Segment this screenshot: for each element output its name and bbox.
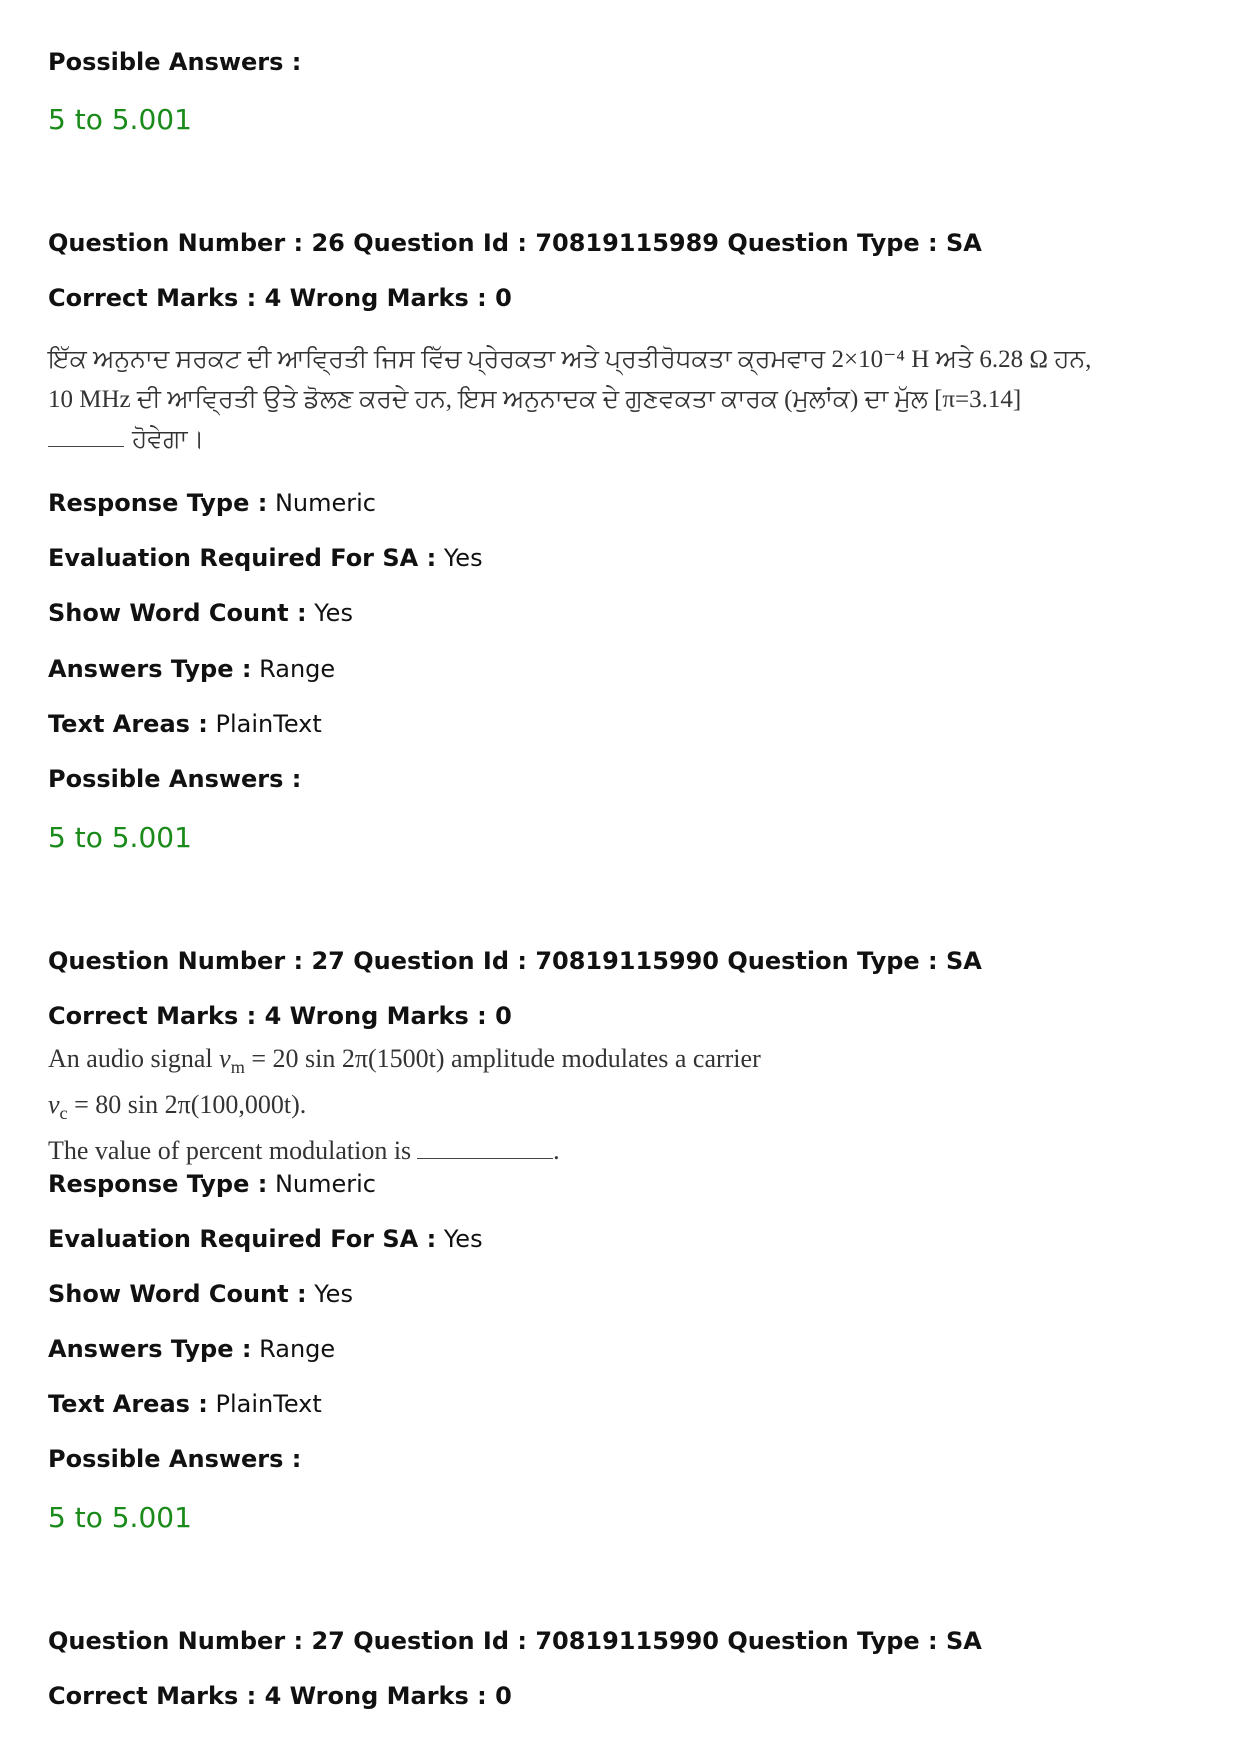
question-marks: Correct Marks : 4 Wrong Marks : 0 xyxy=(48,284,512,312)
question-header: Question Number : 27 Question Id : 70819115990 Question Type : SA xyxy=(48,947,982,975)
answer-blank xyxy=(417,1158,553,1159)
question-header: Question Number : 26 Question Id : 70819115989 Question Type : SA xyxy=(48,229,982,257)
answers-type: Answers Type : Range xyxy=(48,1335,336,1363)
answer-blank xyxy=(48,446,124,447)
possible-answers-value: 5 to 5.001 xyxy=(48,103,192,136)
possible-answers-label: Possible Answers : xyxy=(48,1445,302,1473)
response-type: Response Type : Numeric xyxy=(48,489,376,517)
question-text-line: An audio signal $v_m = 20$ sin 2π(1500t) amplitude modulates a carrier xyxy=(48,1044,761,1078)
question-text-image xyxy=(48,340,1091,460)
possible-answers-value: 5 to 5.001 xyxy=(48,1501,192,1534)
question-header: Question Number : 27 Question Id : 70819115990 Question Type : SA xyxy=(48,1627,982,1655)
answers-type: Answers Type : Range xyxy=(48,655,336,683)
text-areas: Text Areas : PlainText xyxy=(48,1390,322,1418)
possible-answers-label: Possible Answers : xyxy=(48,48,302,76)
show-word-count: Show Word Count : Yes xyxy=(48,1280,353,1308)
evaluation-required: Evaluation Required For SA : Yes xyxy=(48,544,483,572)
question-text-image xyxy=(48,1040,761,1170)
question-marks: Correct Marks : 4 Wrong Marks : 0 xyxy=(48,1682,512,1710)
question-text-line: 10 MHz ਦੀ ਆਵ੍ਰਿਤੀ ਉਤੇ ਡੋਲਣ ਕਰਦੇ ਹਨ, ਇਸ ਅਨੁਨਾਦਕ ਦੇ ਗੁਣਵਕਤਾ ਕਾਰਕ (ਮੁਲਾਂਕ) ਦਾ ਮੁੱਲ [π=3.14] xyxy=(48,386,1022,413)
show-word-count: Show Word Count : Yes xyxy=(48,599,353,627)
question-text-line: The value of percent modulation is . xyxy=(48,1136,560,1166)
response-type: Response Type : Numeric xyxy=(48,1170,376,1198)
possible-answers-label: Possible Answers : xyxy=(48,765,302,793)
text-areas: Text Areas : PlainText xyxy=(48,710,322,738)
possible-answers-value: 5 to 5.001 xyxy=(48,821,192,854)
question-text-line: ਹੋਵੇਗਾ। xyxy=(48,420,1091,460)
question-text-line: $v_c = 80$ sin 2π(100,000t). xyxy=(48,1090,307,1124)
question-text-line: ਇੱਕ ਅਨੁਨਾਦ ਸਰਕਟ ਦੀ ਆਵ੍ਰਿਤੀ ਜਿਸ ਵਿੱਚ ਪ੍ਰੇਰਕਤਾ ਅਤੇ ਪ੍ਰਤੀਰੋਧਕਤਾ ਕ੍ਰਮਵਾਰ 2×10⁻⁴ H ਅਤੇ 6.28 Ω ਹਨ, xyxy=(48,346,1092,373)
question-marks: Correct Marks : 4 Wrong Marks : 0 xyxy=(48,1002,512,1030)
evaluation-required: Evaluation Required For SA : Yes xyxy=(48,1225,483,1253)
